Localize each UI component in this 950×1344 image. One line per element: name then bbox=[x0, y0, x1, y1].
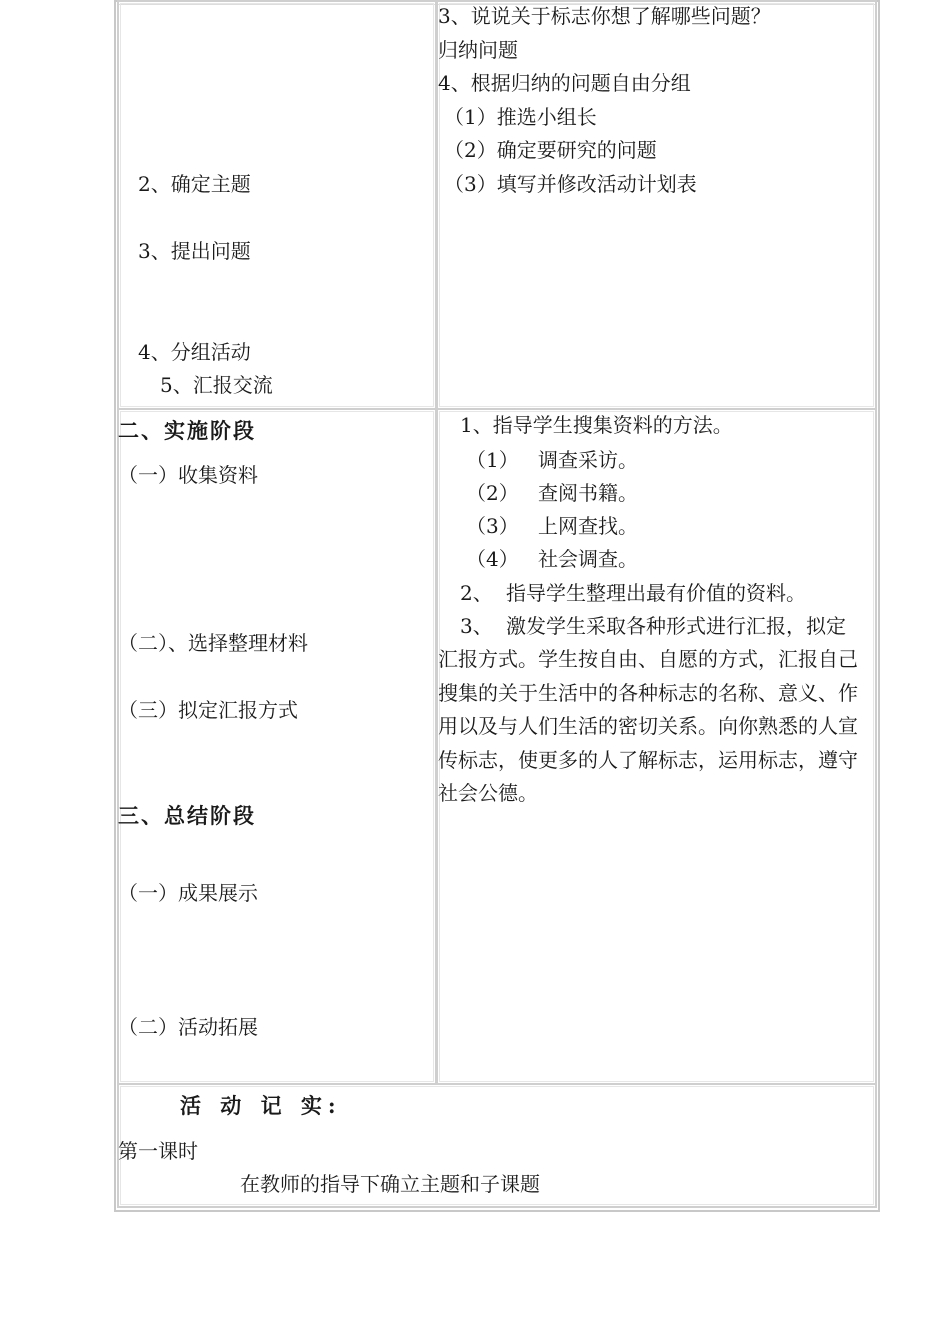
results-display: （一）成果展示 bbox=[118, 881, 258, 905]
guide-item-3-num: 3、 bbox=[460, 614, 493, 638]
collect-materials: （一）收集资料 bbox=[118, 463, 258, 487]
stage2-heading: 二、实施阶段 bbox=[118, 418, 256, 443]
step-confirm-theme: 2、确定主题 bbox=[138, 172, 251, 196]
method-text: 上网查找。 bbox=[538, 514, 638, 538]
row1-right-line: （2）确定要研究的问题 bbox=[444, 138, 657, 162]
row1-right-line: 归纳问题 bbox=[438, 38, 518, 62]
guide-item-3-paragraph: 汇报方式。学生按自由、自愿的方式，汇报自己搜集的关于生活中的各种标志的名称、意义、作用以及与人们生活的密切关系。向你熟悉的人宣传标志，使更多的人了解标志，运用标志，遵守社会公德。 bbox=[438, 647, 858, 805]
row2-left-cell bbox=[117, 408, 437, 1085]
method-num: （2） bbox=[466, 481, 519, 505]
row1-right-line: （1）推选小组长 bbox=[444, 105, 597, 129]
step-report-exchange: 5、汇报交流 bbox=[160, 373, 273, 397]
draft-report-method: （三）拟定汇报方式 bbox=[118, 698, 298, 722]
step-raise-questions: 3、提出问题 bbox=[138, 239, 251, 263]
select-organize-materials: （二）、选择整理材料 bbox=[118, 631, 308, 655]
guide-item-3-text: 激发学生采取各种形式进行汇报，拟定 bbox=[506, 614, 846, 638]
method-num: （4） bbox=[466, 547, 519, 571]
method-text: 查阅书籍。 bbox=[538, 481, 638, 505]
method-text: 调查采访。 bbox=[538, 448, 638, 472]
first-lesson-content: 在教师的指导下确立主题和子课题 bbox=[240, 1172, 540, 1196]
guide-item-2-text: 指导学生整理出最有价值的资料。 bbox=[506, 581, 806, 605]
method-text: 社会调查。 bbox=[538, 547, 638, 571]
guide-item-2-num: 2、 bbox=[460, 581, 493, 605]
row1-right-line: 4、根据归纳的问题自由分组 bbox=[438, 71, 691, 95]
first-lesson-label: 第一课时 bbox=[118, 1139, 198, 1163]
method-num: （3） bbox=[466, 514, 519, 538]
activity-record-title: 活 动 记 实: bbox=[180, 1093, 342, 1118]
lesson-plan-table bbox=[114, 0, 880, 1211]
row1-right-line: （3）填写并修改活动计划表 bbox=[444, 172, 697, 196]
activity-extension: （二）活动拓展 bbox=[118, 1015, 258, 1039]
stage3-heading: 三、总结阶段 bbox=[118, 803, 256, 828]
step-group-activity: 4、分组活动 bbox=[138, 340, 251, 364]
row1-right-line: 3、说说关于标志你想了解哪些问题？ bbox=[438, 4, 771, 28]
method-num: （1） bbox=[466, 448, 519, 472]
guide-item-1: 1、指导学生搜集资料的方法。 bbox=[460, 413, 733, 437]
